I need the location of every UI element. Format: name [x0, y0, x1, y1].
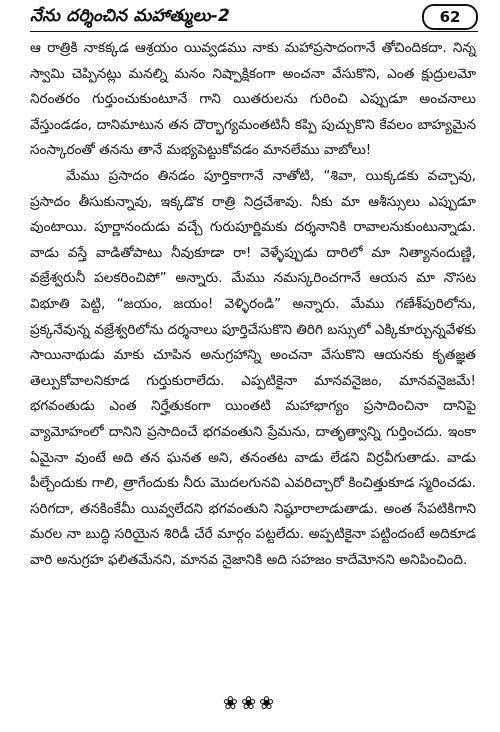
page-number: 62 — [422, 4, 478, 30]
paragraph: ఆ రాత్రికి నాకక్కడ ఆశ్రయం యివ్వడము నాకు మహాప్రసాదంగానే తోచిందికదా. నిన్న స్వామి చెప్పినట్లు మనల్ని మనం నిష్పాక్షికంగా అంచనా వేసుకొని, ఎంత క్షుద్రులమో నిరంతరం గుర్తుంచుకుంటూనే గాని యితరులను గురించి ఎప్పుడూ అంచనాలు వేస్తుండడం, దానిమాటున తన దౌర్భాగ్యమంతటినీ కప్పి పుచ్చుకొని కేవలం బాహ్యమైన సంస్కారంతో తనను తానే మభ్యపెట్టుకోవడం మానలేము వాబోలు! — [30, 40, 476, 159]
header-rule — [30, 31, 478, 32]
body-text — [30, 36, 476, 573]
page-header — [30, 4, 478, 32]
paragraph: మేము ప్రసాదం తినడం పూర్తికాగానే నాతోటి, “శివా, యిక్కడకు వచ్చావు, ప్రసాదం తీసుకున్నావు, ఇక్కడొక రాత్రి నిద్రచేశావు. నీకు మా ఆశీస్సులు ఎప్పుడూ వుంటాయి. పూర్ణానందుడు వచ్చే గురుపూర్ణిమకు దర్శనానికి రావాలనుకుంటున్నాడు. వాడు వస్తే వాడితోపాటు నీవుకూడా రా! వెళ్ళేప్పుడు దారిలో మా నిత్యానందుణ్ణి, వజ్రేశ్వరునీ పలకరించిపో” అన్నారు. మేము నమస్కరించగానే ఆయన మా నొసట విభూతి పెట్టి, “జయం, జయం! వెళ్ళిరండి” అన్నారు. మేము గణేశ్‌పురిలోను, ప్రక్కనేవున్న వజ్రేశ్వరిలోను దర్శనాలు పూర్తిచేసుకొని తిరిగి బస్సులో ఎక్కికూర్చున్నవేళకు సాయినాథుడు మాకు చూపిన అనుగ్రహాన్ని అంచనా వేసుకొని ఆయనకు కృతజ్ఞత తెల్పుకోవాలనికూడ గుర్తుకురాలేదు. ఎప్పటికైనా మానవనైజం, మానవనైజమే! భగవంతుడు ఎంత నిర్హేతుకంగా యింతటి మహాభాగ్యం ప్రసాదించినా దానిపై వ్యామోహంలో దానిని ప్రసాదించే భగవంతుని ప్రేమను, దాతృత్వాన్ని గుర్తించదు. ఇంకా ఏమైనా వుంటే అది తన ఘనత అని, తనంతట వాడు లేడని విర్రవీగుతాడు. వాడు పీల్చేందుకు గాలి, త్రాగేందుకు నీరు మొదలగునవి ఎవరిచ్చారో కించిత్తుకూడ స్మరించడు. సరిగదా, తనకింకేమీ యివ్వలేదని భగవంతుని నిష్ఠూరాలాడుతాడు. అంత సేపటికిగాని మరల నా బుద్ధి సరియైన శిరిడీ చేరే మార్గం పట్టలేదు. అప్పటికైనా పట్టిందంటే అదికూడ వారి అనుగ్రహ ఫలితమేనని, మానవ నైజానికి అది సహజం కాదేమోనని అనిపించింది. — [30, 167, 476, 568]
flower-ornament-icon: ❀❀❀ — [222, 693, 278, 714]
book-title: నేను దర్శించిన మహాత్ములు-2 — [30, 6, 231, 26]
